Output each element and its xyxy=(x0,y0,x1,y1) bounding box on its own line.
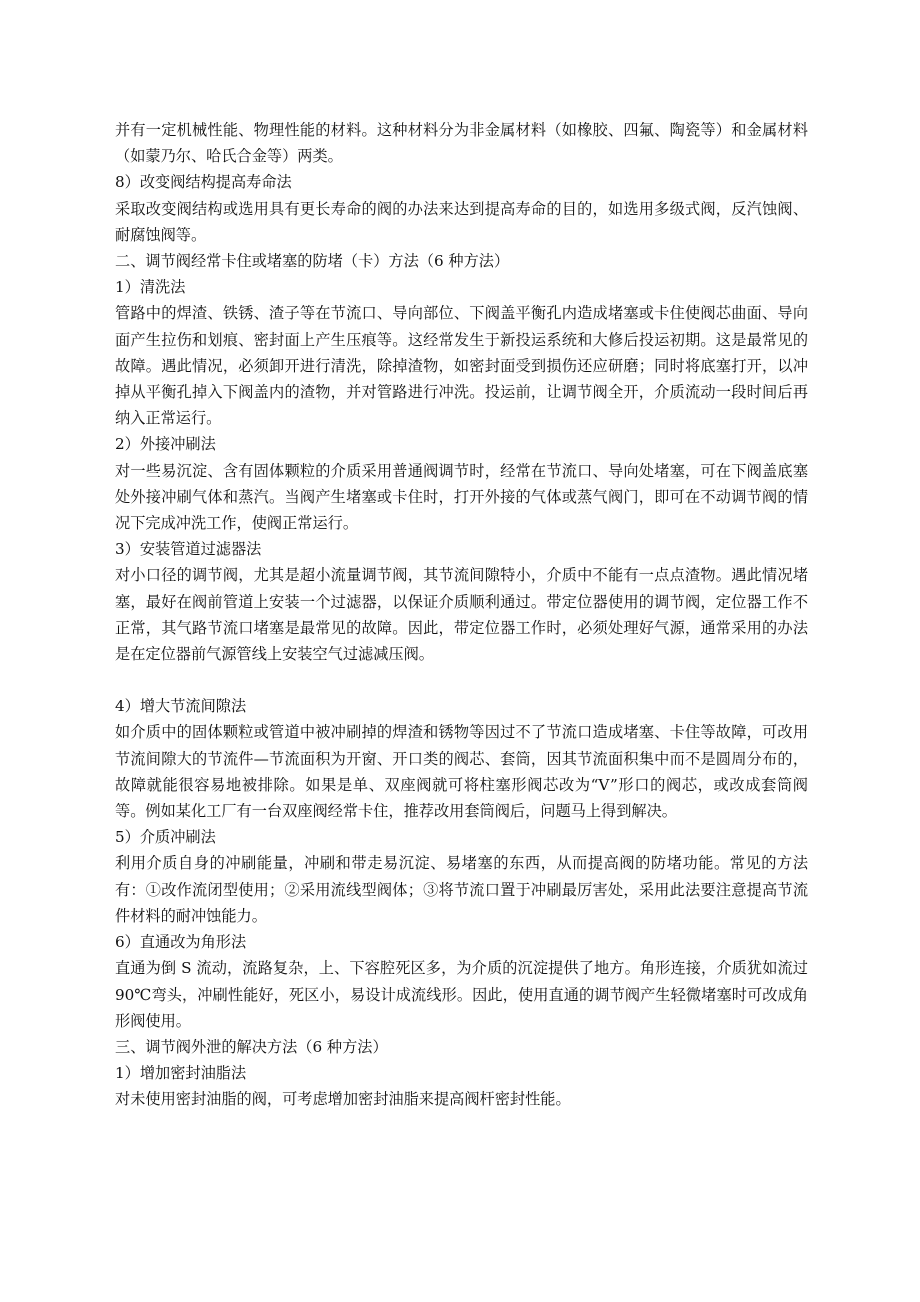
paragraph-external-flush: 对一些易沉淀、含有固体颗粒的介质采用普通阀调节时，经常在节流口、导向处堵塞，可在下阀盖底塞处外接冲刷气体和蒸汽。当阀产生堵塞或卡住时，打开外接的气体或蒸气阀门，即可在不动调节阀的情况下完成冲洗工作，使阀正常运行。 xyxy=(115,461,808,533)
heading-medium-flush: 5）介质冲刷法 xyxy=(115,828,216,847)
paragraph-cleaning-method: 管路中的焊渣、铁锈、渣子等在节流口、导向部位、下阀盖平衡孔内造成堵塞或卡住使阀芯曲面、导向面产生拉伤和划痕、密封面上产生压痕等。这经常发生于新投运系统和大修后投运初期。这是最常见的故障。遇此情况，必须卸开进行清洗，除掉渣物，如密封面受到损伤还应研磨；同时将底塞打开，以冲掉从平衡孔掉入下阀盖内的渣物，并对管路进行冲洗。投运前，让调节阀全开，介质流动一段时间后再纳入正常运行。 xyxy=(115,304,808,428)
paragraph-materials: 并有一定机械性能、物理性能的材料。这种材料分为非金属材料（如橡胶、四氟、陶瓷等）和金属材料（如蒙乃尔、哈氏合金等）两类。 xyxy=(115,121,808,166)
heading-enlarge-gap: 4）增大节流间隙法 xyxy=(115,697,247,716)
section-heading-leakage: 三、调节阀外泄的解决方法（6 种方法） xyxy=(115,1037,388,1056)
paragraph-sealing-grease: 对未使用密封油脂的阀，可考虑增加密封油脂来提高阀杆密封性能。 xyxy=(115,1090,571,1109)
heading-change-structure: 8）改变阀结构提高寿命法 xyxy=(115,173,292,192)
blank-line xyxy=(115,667,808,693)
section-heading-anti-clog: 二、调节阀经常卡住或堵塞的防堵（卡）方法（6 种方法） xyxy=(115,252,510,271)
heading-angle-valve: 6）直通改为角形法 xyxy=(115,933,247,952)
heading-sealing-grease: 1）增加密封油脂法 xyxy=(115,1064,247,1083)
paragraph-change-structure: 采取改变阀结构或选用具有更长寿命的阀的办法来达到提高寿命的目的，如选用多级式阀，反汽蚀阀、耐腐蚀阀等。 xyxy=(115,199,808,244)
heading-cleaning-method: 1）清洗法 xyxy=(115,278,186,297)
document-body xyxy=(115,117,808,1113)
paragraph-pipe-filter: 对小口径的调节阀，尤其是超小流量调节阀，其节流间隙特小，介质中不能有一点点渣物。遇此情况堵塞，最好在阀前管道上安装一个过滤器，以保证介质顺利通过。带定位器使用的调节阀，定位器工作不正常，其气路节流口堵塞是最常见的故障。因此，带定位器工作时，必须处理好气源，通常采用的办法是在定位器前气源管线上安装空气过滤减压阀。 xyxy=(115,566,808,664)
heading-pipe-filter: 3）安装管道过滤器法 xyxy=(115,540,262,559)
heading-external-flush: 2）外接冲刷法 xyxy=(115,435,216,454)
paragraph-enlarge-gap: 如介质中的固体颗粒或管道中被冲刷掉的焊渣和锈物等因过不了节流口造成堵塞、卡住等故障，可改用节流间隙大的节流件—节流面积为开窗、开口类的阀芯、套筒，因其节流面积集中而不是圆周分布的，故障就能很容易地被排除。如果是单、双座阀就可将柱塞形阀芯改为“V”形口的阀芯，或改成套筒阀等。例如某化工厂有一台双座阀经常卡住，推荐改用套筒阀后，问题马上得到解决。 xyxy=(115,723,808,821)
paragraph-medium-flush: 利用介质自身的冲刷能量，冲刷和带走易沉淀、易堵塞的东西，从而提高阀的防堵功能。常见的方法有：①改作流闭型使用；②采用流线型阀体；③将节流口置于冲刷最厉害处，采用此法要注意提高节流件材料的耐冲蚀能力。 xyxy=(115,854,808,925)
paragraph-angle-valve: 直通为倒 S 流动，流路复杂，上、下容腔死区多，为介质的沉淀提供了地方。角形连接，介质犹如流过 90℃弯头，冲刷性能好，死区小，易设计成流线形。因此，使用直通的调节阀产生轻微堵塞时可改成角形阀使用。 xyxy=(115,959,808,1030)
